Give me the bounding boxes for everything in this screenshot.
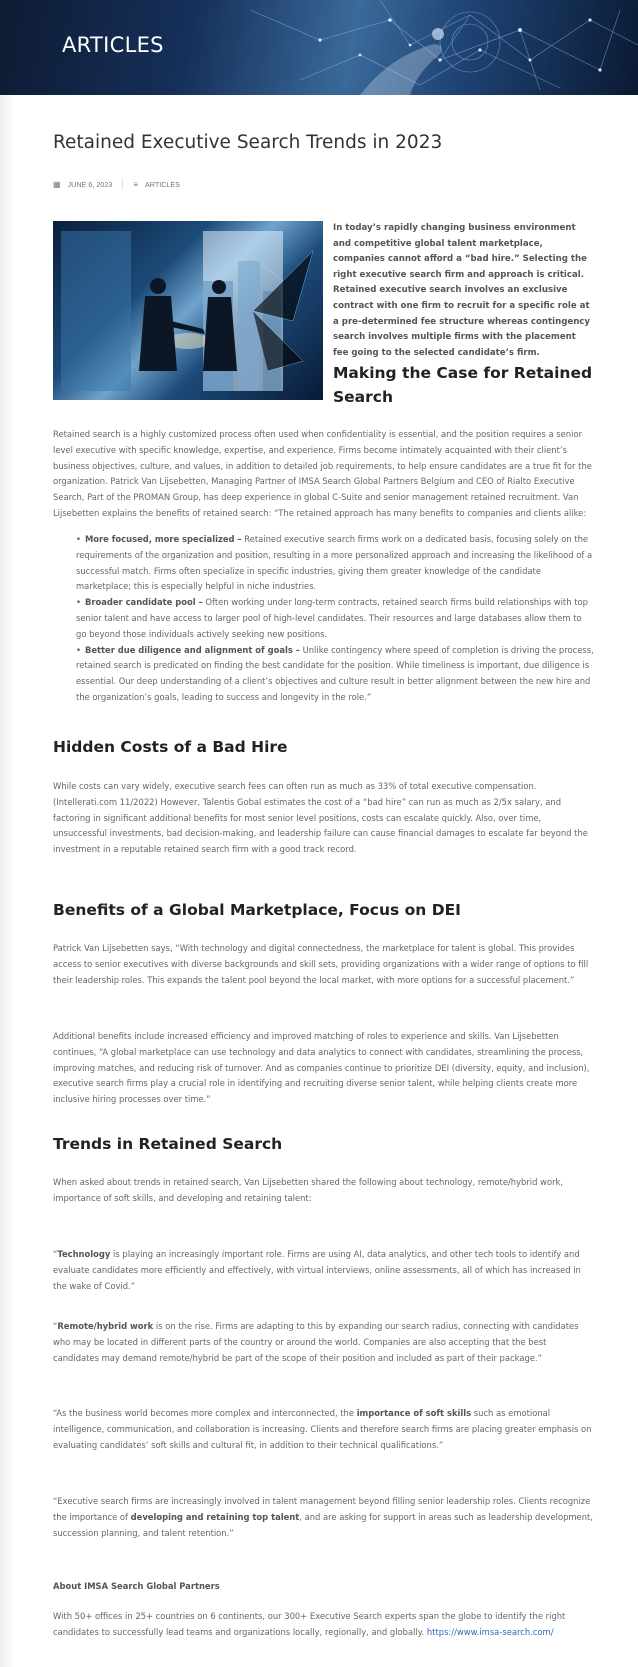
handshake-illustration xyxy=(53,221,323,400)
trends-intro: When asked about trends in retained search, Van Lijsebetten shared the following about technology, remote/hybrid work, importance of soft skills, and developing and retaining talent: xyxy=(53,1177,564,1203)
bullet-label: More focused, more specialized – xyxy=(84,534,242,544)
about-heading: About IMSA Search Global Partners xyxy=(53,1581,220,1591)
hero-banner xyxy=(0,0,638,95)
section-heading-trends: Trends in Retained Search xyxy=(53,1135,283,1153)
trend-soft-skills: “As the business world becomes more complex and interconnected, the importance of soft skills such as emotional intelligence, communication, and collaboration is increasing. Clients and therefore search firms are placing greater emphasis on evaluating candidates’ soft skills and cultural fit, in addition to their technical qualifications.” xyxy=(53,1408,592,1450)
post-category-link[interactable]: ARTICLES xyxy=(144,179,181,189)
trend-remote: “Remote/hybrid work is on the rise. Firms are adapting to this by expanding our search radius, connecting with candidates who may be located in different parts of the country or around the world. Companies are also accepting that the best candidates may demand remote/hybrid be part of the scope of their position and included as part of their package.” xyxy=(53,1321,579,1363)
post-meta xyxy=(53,177,180,191)
list-icon: ≡ xyxy=(133,179,138,189)
section-heading-hidden-costs: Hidden Costs of a Bad Hire xyxy=(53,738,288,756)
imsa-website-link[interactable]: https://www.imsa-search.com/ xyxy=(426,1626,554,1637)
section-heading-global: Benefits of a Global Marketplace, Focus on DEI xyxy=(53,901,461,919)
benefits-list xyxy=(76,532,594,706)
list-item: • Broader candidate pool – Often working under long-term contracts, retained search firms build relationships with top senior talent and have access to larger pool of high-level candidates. Their resources and large databases allow them to go beyond those individuals actively seeking new positions. xyxy=(76,595,594,642)
meta-divider xyxy=(122,178,123,190)
hero-title: ARTICLES xyxy=(62,33,164,57)
page-edge-shadow xyxy=(0,95,14,1667)
bullet-label: Better due diligence and alignment of goals – xyxy=(84,644,300,655)
bullet-label: Broader candidate pool – xyxy=(84,597,203,608)
post-date[interactable]: JUNE 6, 2023 xyxy=(67,179,113,189)
about-paragraph: With 50+ offices in 25+ countries on 6 continents, our 300+ Executive Search experts span the globe to identify the right candidates to successfully lead teams and organizations locally, regionally, and globally. https://www.imsa-search.com/ xyxy=(53,1611,566,1637)
list-item: • Better due diligence and alignment of goals – Unlike contingency where speed of completion is driving the process, retained search is predicated on finding the best candidate for the position. While timeliness is important, due diligence is essential. Our deep understanding of a client’s objectives and culture result in better alignment between the new hire and the organization’s goals, leading to success and longevity in the role.” xyxy=(76,643,594,706)
section-heading-case: Making the Case for Retained Search xyxy=(333,364,593,406)
trend-talent: “Executive search firms are increasingly involved in talent management beyond filling senior leadership roles. Clients recognize the importance of developing and retaining top talent, and are asking for support in areas such as leadership development, succession planning, and talent retention.” xyxy=(53,1496,593,1538)
global-paragraph-1: Patrick Van Lijsebetten says, “With technology and digital connectedness, the marketplace for talent is global. This provides access to senior executives with diverse backgrounds and skill sets, providing organizations with a wider range of options to fill their leadership roles. This expands the talent pool beyond the local market, with more options for a successful placement.” xyxy=(53,943,589,985)
list-item: • More focused, more specialized – Retained executive search firms work on a dedicated basis, focusing solely on the requirements of the organization and position, resulting in a more personalized approach and increasing the likelihood of a successful match. Firms often specialize in specific industries, giving them greater knowledge of the candidate marketplace; this is especially helpful in niche industries. xyxy=(76,532,594,595)
feature-image xyxy=(53,221,323,400)
calendar-icon: ▦ xyxy=(53,179,61,189)
global-paragraph-2: Additional benefits include increased efficiency and improved matching of roles to experience and skills. Van Lijsebetten continues, “A global marketplace can use technology and data analytics to connect with candidates, streamlining the process, improving matches, and reducing risk of turnover. And as companies continue to prioritize DEI (diversity, equity, and inclusion), executive search firms play a crucial role in identifying and recruiting diverse senior talent, while helping clients create more inclusive hiring processes over time.” xyxy=(53,1031,590,1105)
post-title: Retained Executive Search Trends in 2023 xyxy=(53,132,443,153)
trend-technology: “Technology is playing an increasingly important role. Firms are using AI, data analytics, and other tech tools to identify and evaluate candidates more efficiently and effectively, with virtual interviews, online assessments, all of which has increased in the wake of Covid.” xyxy=(53,1249,581,1291)
intro-paragraph: In today’s rapidly changing business environment and competitive global talent marketplace, companies cannot afford a “bad hire.” Selecting the right executive search firm and approach is critical. Retained executive search involves an exclusive contract with one firm to recruit for a specific role at a pre-determined fee structure whereas contingency search involves multiple firms with the placement fee going to the selected candidate’s firm. xyxy=(333,223,591,358)
hidden-costs-paragraph: While costs can vary widely, executive search fees can often run as much as 33% of total executive compensation. (Intellerati.com 11/2022) However, Talentis Gobal estimates the cost of a “bad hire” can run as much as 2/5x salary, and factoring in significant additional benefits for most senior level positions, costs can escalate quickly. Also, over time, unsuccessful investments, bad decision-making, and leadership failure can cause financial damages to escalate far beyond the investment in a reputable retained search firm with a good track record. xyxy=(53,781,588,855)
case-paragraph: Retained search is a highly customized process often used when confidentiality is essential, and the position requires a senior level executive with specific knowledge, expertise, and experience. Firms become intimately acquainted with their client’s business objectives, culture, and values, in addition to detailed job requirements, to help ensure candidates are a true fit for the organization. Patrick Van Lijsebetten, Managing Partner of IMSA Search Global Partners Belgium and CEO of Rialto Executive Search, Part of the PROMAN Group, has deep experience in global C-Suite and senior management retained recruitment. Van Lijsebetten explains the benefits of retained search: “The retained approach has many benefits to companies and clients alike: xyxy=(53,429,592,518)
